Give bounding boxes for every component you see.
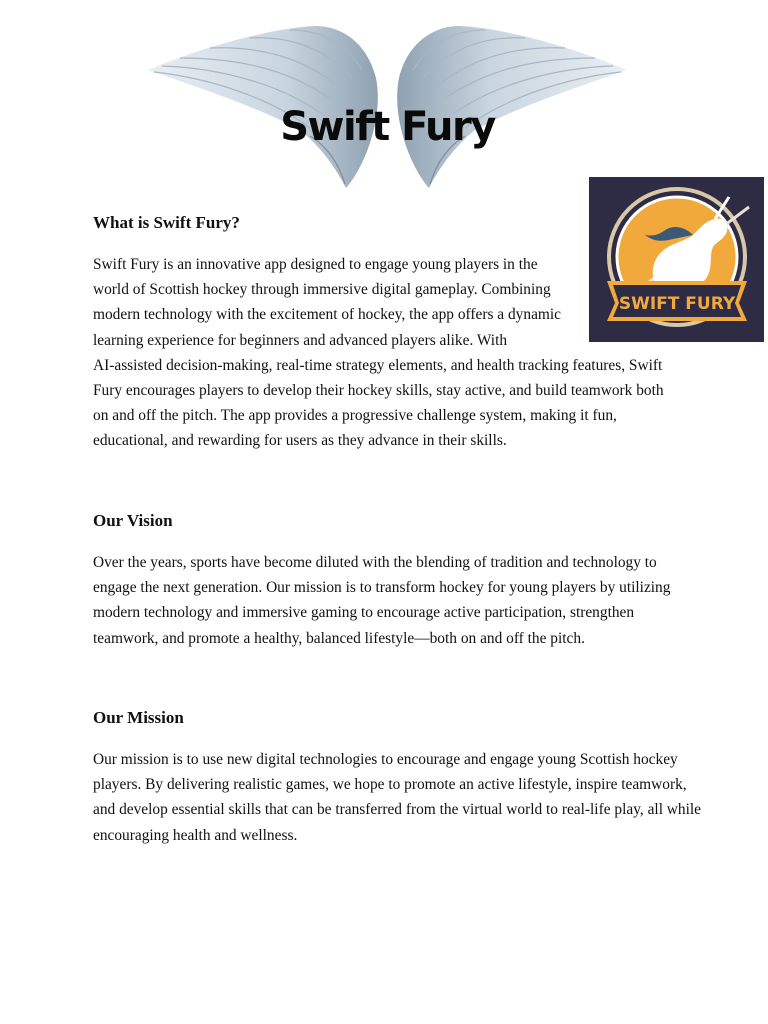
- section-heading-mission: Our Mission: [93, 708, 184, 727]
- section-body-vision: [93, 550, 670, 651]
- section-heading-about: What is Swift Fury?: [93, 213, 240, 232]
- section-body-mission: [93, 747, 701, 848]
- page-title: Swift Fury: [280, 104, 495, 150]
- paragraph-line: world of Scottish hockey through immersive digital gameplay. Combining: [93, 281, 551, 299]
- paragraph-line: Fury encourages players to develop their hockey skills, stay active, and build teamwork both: [93, 382, 664, 400]
- paragraph-line: teamwork, and promote a healthy, balanced lifestyle—both on and off the pitch.: [93, 629, 585, 647]
- section-heading-vision: Our Vision: [93, 511, 173, 530]
- paragraph-line: on and off the pitch. The app provides a progressive challenge system, making it fun,: [93, 407, 617, 425]
- paragraph-line: educational, and rewarding for users as they advance in their skills.: [93, 432, 507, 450]
- paragraph-line: learning experience for beginners and advanced players alike. With: [93, 331, 508, 349]
- paragraph-line: modern technology and immersive gaming to encourage active participation, strengthen: [93, 604, 635, 622]
- paragraph-line: modern technology with the excitement of hockey, the app offers a dynamic: [93, 306, 561, 324]
- paragraph-line: Over the years, sports have become diluted with the blending of tradition and technology to: [93, 554, 657, 571]
- logo-text: SWIFT FURY: [618, 294, 736, 314]
- section-body-about: [93, 252, 664, 454]
- hero-banner: [140, 18, 635, 193]
- paragraph-line: encouraging health and wellness.: [93, 826, 298, 844]
- paragraph-line: players. By delivering realistic games, we hope to promote an active lifestyle, inspire teamwork,: [93, 776, 687, 794]
- paragraph-line: AI-assisted decision-making, real-time strategy elements, and health tracking features, Swift: [93, 356, 663, 374]
- paragraph-line: engage the next generation. Our mission is to transform hockey for young players by utilizing: [93, 579, 671, 597]
- paragraph-line: Our mission is to use new digital technologies to encourage and engage young Scottish hockey: [93, 751, 678, 768]
- paragraph-line: Swift Fury is an innovative app designed to engage young players in the: [93, 256, 538, 273]
- paragraph-line: and develop essential skills that can be transferred from the virtual world to real-life play, all while: [93, 801, 702, 819]
